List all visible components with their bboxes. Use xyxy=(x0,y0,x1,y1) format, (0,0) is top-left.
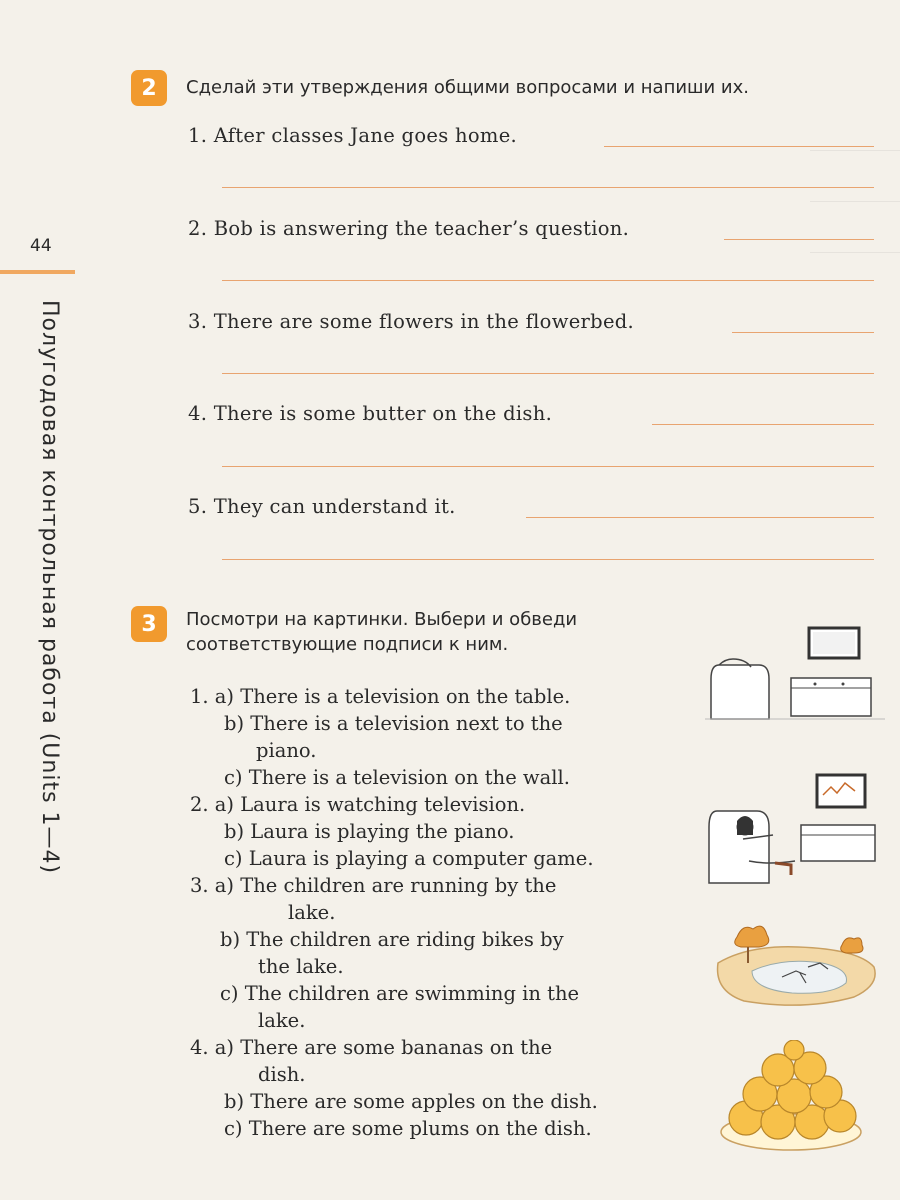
q4-option-c[interactable]: c) There are some plums on the dish. xyxy=(224,1117,592,1140)
ex2-answer-line-3a[interactable] xyxy=(732,332,874,333)
picture-children-lake xyxy=(712,915,882,1015)
ex2-answer-line-4b[interactable] xyxy=(222,466,874,467)
q4-option-a[interactable]: 4. a) There are some bananas on the xyxy=(190,1036,553,1059)
picture-dish-of-fruit xyxy=(716,1040,866,1155)
page-number: 44 xyxy=(30,236,52,256)
q3-option-c-cont: lake. xyxy=(258,1009,306,1032)
q4-option-b[interactable]: b) There are some apples on the dish. xyxy=(224,1090,598,1113)
exercise-2-badge: 2 xyxy=(131,70,167,106)
ex2-answer-line-5b[interactable] xyxy=(222,559,874,560)
section-title-vertical: Полугодовая контрольная работа (Units 1—4) xyxy=(37,300,62,875)
exercise-3-instruction-line-1: Посмотри на картинки. Выбери и обведи xyxy=(186,609,578,630)
ex2-item-5: 5. They can understand it. xyxy=(188,495,456,518)
ex2-answer-line-2b[interactable] xyxy=(222,280,874,281)
q2-option-a[interactable]: 2. a) Laura is watching television. xyxy=(190,793,526,816)
q2-option-c[interactable]: c) Laura is playing a computer game. xyxy=(224,847,594,870)
ex2-answer-line-2a[interactable] xyxy=(724,239,874,240)
margin-rule xyxy=(0,270,75,274)
ex2-item-1: 1. After classes Jane goes home. xyxy=(188,124,518,147)
ex2-answer-line-3b[interactable] xyxy=(222,373,874,374)
q1-option-b-cont: piano. xyxy=(256,739,317,762)
q3-option-b-cont: the lake. xyxy=(258,955,344,978)
q1-option-b[interactable]: b) There is a television next to the xyxy=(224,712,563,735)
q2-option-b[interactable]: b) Laura is playing the piano. xyxy=(224,820,515,843)
q1-option-a[interactable]: 1. a) There is a television on the table. xyxy=(190,685,571,708)
exercise-2-instruction: Сделай эти утверждения общими вопросами и напиши их. xyxy=(186,77,749,98)
ex2-item-4: 4. There is some butter on the dish. xyxy=(188,402,553,425)
q3-option-a-cont: lake. xyxy=(288,901,336,924)
ex2-answer-line-1b[interactable] xyxy=(222,187,874,188)
ex2-answer-line-4a[interactable] xyxy=(652,424,874,425)
q4-option-a-cont: dish. xyxy=(258,1063,306,1086)
ex2-answer-line-5a[interactable] xyxy=(526,517,874,518)
ex2-answer-line-1a[interactable] xyxy=(604,146,874,147)
picture-tv-on-wall xyxy=(705,620,885,725)
q3-option-b[interactable]: b) The children are riding bikes by xyxy=(220,928,564,951)
ex2-item-2: 2. Bob is answering the teacher’s question. xyxy=(188,217,630,240)
exercise-3-badge: 3 xyxy=(131,606,167,642)
q1-option-c[interactable]: c) There is a television on the wall. xyxy=(224,766,570,789)
picture-girl-watching-tv xyxy=(705,765,885,895)
ex2-item-3: 3. There are some flowers in the flowerbed. xyxy=(188,310,635,333)
q3-option-c[interactable]: c) The children are swimming in the xyxy=(220,982,580,1005)
exercise-3-instruction-line-2: соответствующие подписи к ним. xyxy=(186,634,509,655)
q3-option-a[interactable]: 3. a) The children are running by the xyxy=(190,874,557,897)
